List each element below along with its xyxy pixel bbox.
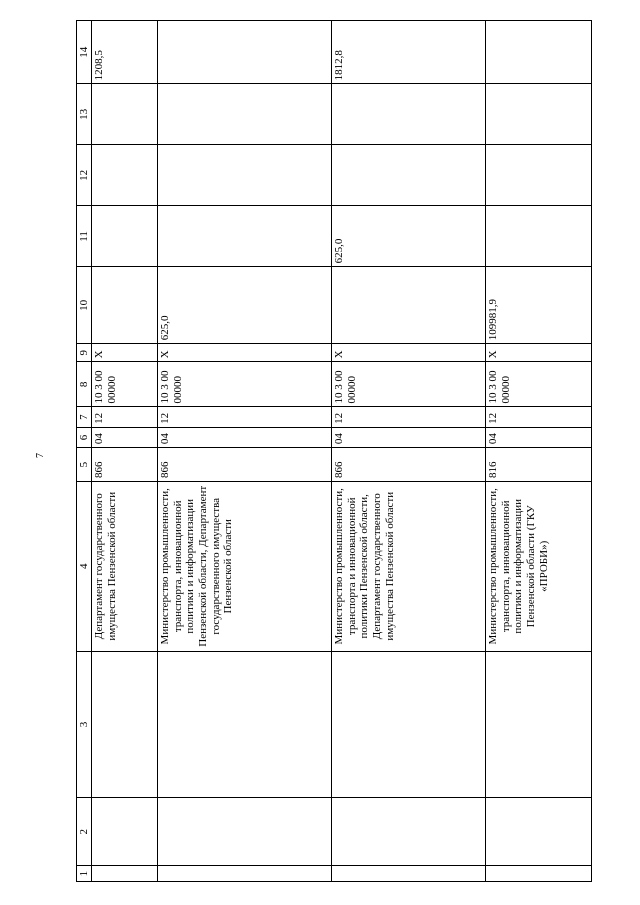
column-header-8: 8 xyxy=(77,362,92,407)
table-cell: 04 xyxy=(92,427,158,447)
data-table xyxy=(76,20,592,882)
table-cell: 866 xyxy=(332,448,486,482)
table-cell xyxy=(92,267,158,344)
table-cell: 12 xyxy=(486,407,592,427)
page-number: 7 xyxy=(35,453,46,458)
table-cell: X xyxy=(486,344,592,362)
table-row xyxy=(332,21,486,882)
column-header-7: 7 xyxy=(77,407,92,427)
table-row xyxy=(158,21,332,882)
column-header-2: 2 xyxy=(77,798,92,866)
table-cell: 10 3 00 00000 xyxy=(92,362,158,407)
table-cell: 10 3 00 00000 xyxy=(486,362,592,407)
table-cell xyxy=(332,145,486,206)
column-header-6: 6 xyxy=(77,427,92,447)
table-cell xyxy=(332,798,486,866)
table-cell xyxy=(92,798,158,866)
table-cell xyxy=(92,651,158,798)
table-cell xyxy=(158,84,332,145)
table-cell xyxy=(332,866,486,882)
column-header-4: 4 xyxy=(77,482,92,651)
data-table-sheet xyxy=(76,20,592,882)
table-row xyxy=(486,21,592,882)
table-cell xyxy=(92,206,158,267)
table-cell xyxy=(486,651,592,798)
table-cell-org: Министерство промышленности, транспорта и инновационной политики Пензенской области, Департамент государственного имущества Пензенской области xyxy=(332,482,486,651)
table-cell: 10 3 00 00000 xyxy=(158,362,332,407)
table-cell-org: Департамент государственного имущества Пензенской области xyxy=(92,482,158,651)
table-cell xyxy=(486,798,592,866)
table-cell: 12 xyxy=(92,407,158,427)
table-row xyxy=(92,21,158,882)
table-cell xyxy=(486,145,592,206)
column-header-11: 11 xyxy=(77,206,92,267)
table-cell xyxy=(158,651,332,798)
table-cell: 12 xyxy=(158,407,332,427)
table-cell: 10 3 00 00000 xyxy=(332,362,486,407)
table-cell-org: Министерство промышленности, транспорта, инновационной политики и информатизации Пензенской области (ГКУ «ПРОБИ») xyxy=(486,482,592,651)
table-cell: 625,0 xyxy=(332,206,486,267)
table-cell xyxy=(158,21,332,84)
table-cell: 816 xyxy=(486,448,592,482)
column-header-5: 5 xyxy=(77,448,92,482)
table-cell xyxy=(486,84,592,145)
table-cell: 04 xyxy=(332,427,486,447)
table-cell xyxy=(158,206,332,267)
table-cell xyxy=(92,84,158,145)
table-cell: 1208,5 xyxy=(92,21,158,84)
table-cell xyxy=(332,84,486,145)
table-cell: 866 xyxy=(158,448,332,482)
column-header-3: 3 xyxy=(77,651,92,798)
table-cell: 12 xyxy=(332,407,486,427)
table-cell: 866 xyxy=(92,448,158,482)
table-cell xyxy=(332,651,486,798)
table-cell: 04 xyxy=(486,427,592,447)
header-row xyxy=(77,21,92,882)
table-cell xyxy=(158,866,332,882)
table-cell xyxy=(158,145,332,206)
table-cell: X xyxy=(158,344,332,362)
column-header-14: 14 xyxy=(77,21,92,84)
column-header-13: 13 xyxy=(77,84,92,145)
column-header-1: 1 xyxy=(77,866,92,882)
table-cell xyxy=(158,798,332,866)
column-header-10: 10 xyxy=(77,267,92,344)
table-cell: 04 xyxy=(158,427,332,447)
column-header-12: 12 xyxy=(77,145,92,206)
table-cell xyxy=(92,866,158,882)
table-cell: 109981,9 xyxy=(486,267,592,344)
table-cell xyxy=(486,21,592,84)
table-cell xyxy=(92,145,158,206)
table-cell: 625,0 xyxy=(158,267,332,344)
table-cell: X xyxy=(332,344,486,362)
table-cell xyxy=(486,206,592,267)
table-cell: X xyxy=(92,344,158,362)
table-cell xyxy=(486,866,592,882)
table-cell xyxy=(332,267,486,344)
table-cell: 1812,8 xyxy=(332,21,486,84)
table-cell-org: Министерство промышленности, транспорта, инновационной политики и информатизации Пензенской области, Департамент государственного имущества Пензенской области xyxy=(158,482,332,651)
column-header-9: 9 xyxy=(77,344,92,362)
